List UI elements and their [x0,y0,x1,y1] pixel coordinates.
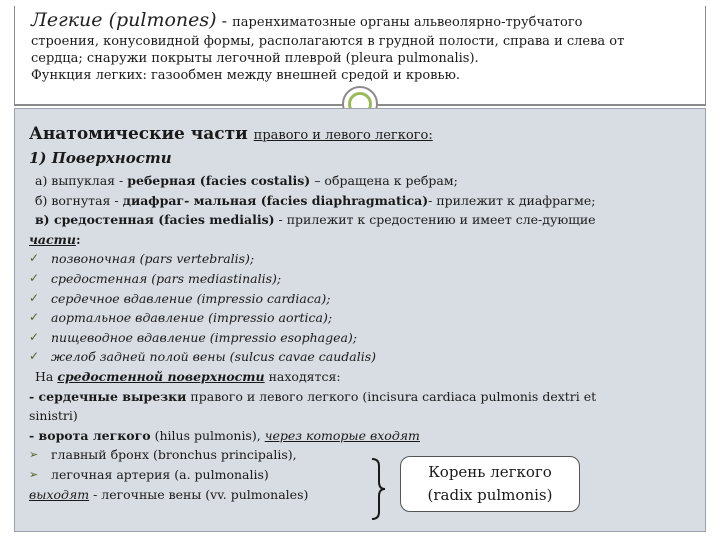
hilus-rest: (hilus pulmonis), [150,427,265,443]
list-item-text: пищеводное вдавление (impressio esophagea); [51,329,358,345]
hilus-line [29,426,695,446]
exit-rest: - легочные вены (vv. pulmonales) [89,486,309,502]
title-dash: - [216,11,233,30]
checkmark-icon: ✓ [29,270,40,285]
surface-c-prefix: в) средостенная (facies medialis) [35,212,275,228]
surface-b-rest: - прилежит к диафрагме; [428,192,596,208]
list-item [29,347,695,367]
veins-line [29,485,695,505]
root-box-line-2: (radix pulmonis) [427,486,553,504]
checkmark-icon: ✓ [29,349,40,364]
checkmark-icon: ✓ [29,329,40,344]
list-item [29,465,695,485]
lung-root-box [400,456,580,512]
surface-costal [29,171,695,191]
cardiac-notch-line [29,387,695,407]
list-item-text: желоб задней полой вены (sulcus cavae caudalis) [51,349,377,365]
surface-medial [29,210,695,230]
list-item [29,249,695,269]
list-item-text: главный бронх (bronchus principalis), [51,447,297,463]
list-item [29,289,695,309]
list-item-text: сердечное вдавление (impressio cardiaca); [51,290,331,306]
header-line-3: сердца; снаружи покрыты легочной плеврой (pleura pulmonalis). [31,51,479,66]
surface-c-rest: - прилежит к средостению и имеет сле-дующие [274,212,596,228]
title-main: Легкие (pulmones) [31,9,217,31]
content-panel [14,108,706,532]
parts-colon: : [75,231,81,247]
checkmark-icon: ✓ [29,310,40,325]
title-continuation: паренхиматозные органы альвеолярно-трубчатого [232,15,583,30]
list-item-text: позвоночная (pars vertebralis); [51,251,255,267]
surface-diaphragmatic [29,191,695,211]
curly-brace-icon [370,458,386,520]
section-title-bold: Анатомические части [29,124,248,144]
parts-word: части [29,231,76,247]
header-line-2: строения, конусовидной формы, располагаются в грудной полости, справа и слева от [31,34,625,49]
notch-bold: - сердечные вырезки [29,388,187,404]
hilus-italic: через которые входят [264,427,420,443]
subsection-title: 1) Поверхности [29,149,172,167]
surface-a-bold: реберная (facies costalis) [127,173,311,188]
list-item-text: средостенная (pars mediastinalis); [51,270,282,286]
hilus-bold: - ворота легкого [29,427,151,443]
surface-a-prefix: а) выпуклая - [35,173,128,188]
list-item [29,328,695,348]
section-title [29,123,695,147]
list-item-text: легочная артерия (a. pulmonalis) [51,466,269,482]
cardiac-notch-line-2: sinistri) [29,408,78,424]
medial-suffix: находятся: [264,368,341,384]
checkmark-icon: ✓ [29,251,40,266]
title-line [31,8,695,33]
root-box-line-1: Корень легкого [428,463,552,481]
section-title-rest: правого и левого легкого: [253,128,433,143]
exit-italic: выходят [29,486,90,502]
list-item [29,445,695,465]
parts-heading [29,230,695,250]
medial-prefix: На [35,368,58,384]
notch-rest: правого и левого легкого (incisura cardiaca pulmonis dextri et [186,388,597,404]
surface-b-bold: диафраг- мальная (facies diaphragmatica) [122,192,429,208]
list-item [29,269,695,289]
checkmark-icon: ✓ [29,290,40,305]
arrow-right-icon: ➢ [29,448,39,462]
medial-underlined: средостенной поверхности [57,368,265,384]
list-item [29,308,695,328]
arrow-right-icon: ➢ [29,467,39,481]
surface-a-rest: – обращена к ребрам; [310,173,458,188]
list-item-text: аортальное вдавление (impressio aortica); [51,310,333,326]
header-line-4: Функция легких: газообмен между внешней средой и кровью. [31,68,461,83]
medial-surface-line [29,367,695,387]
surface-b-prefix: б) вогнутая - [35,192,123,208]
